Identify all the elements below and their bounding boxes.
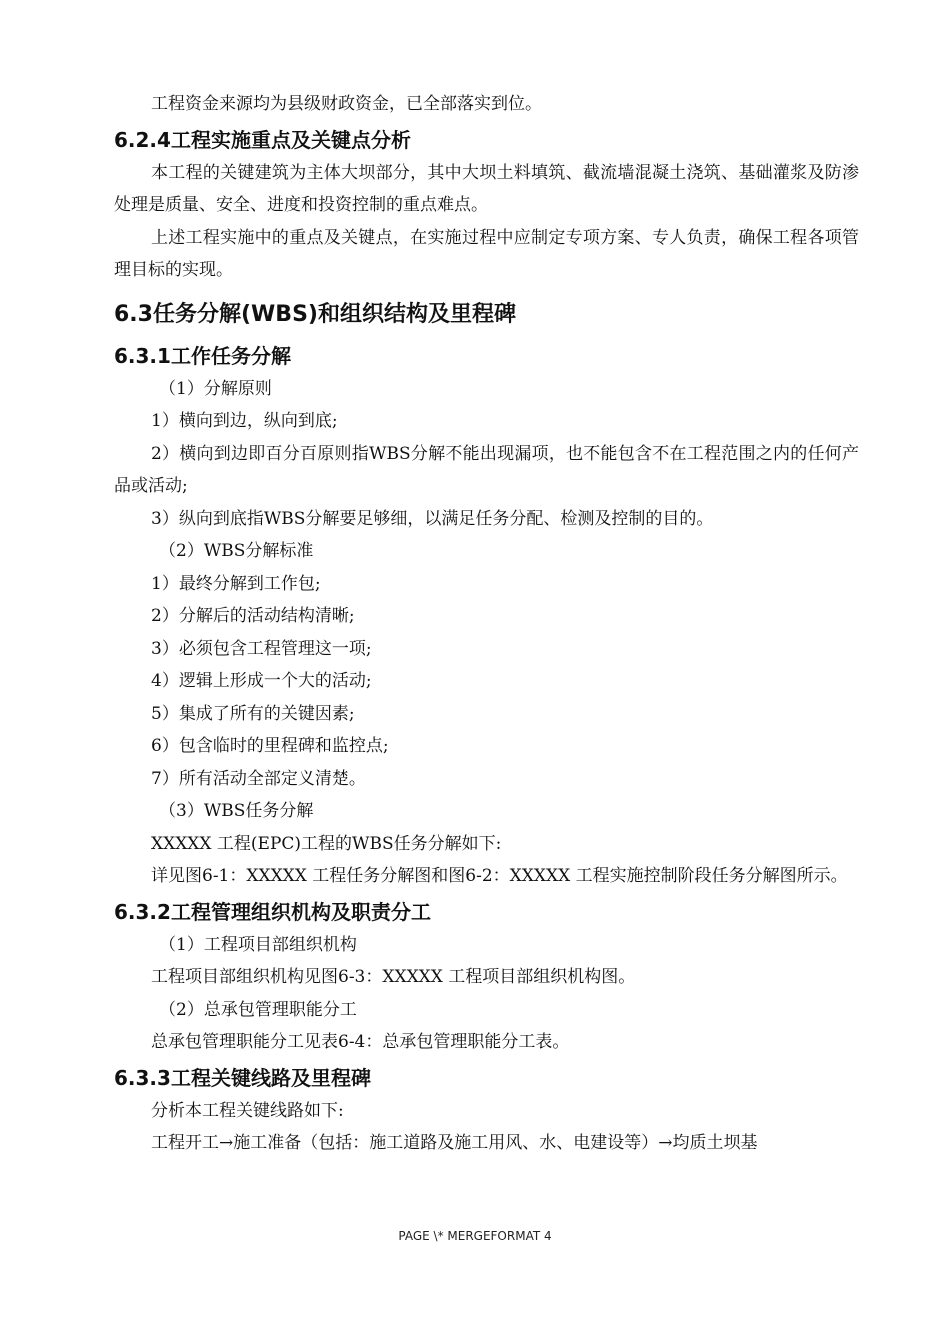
list-item: 2）分解后的活动结构清晰;	[151, 606, 355, 626]
subheading-principle: （1）分解原则	[159, 378, 272, 399]
paragraph-critical-path-steps: 工程开工→施工准备（包括：施工道路及施工用风、水、电建设等）→均质土坝基	[151, 1133, 758, 1153]
paragraph-wbs-intro: XXXXX 工程(EPC)工程的WBS任务分解如下:	[151, 833, 502, 854]
heading-6-3-2: 6.3.2工程管理组织机构及职责分工	[114, 899, 431, 924]
subheading-wbs: （3）WBS任务分解	[159, 801, 314, 821]
list-item: 1）横向到边，纵向到底;	[151, 411, 338, 431]
heading-6-3-1: 6.3.1工作任务分解	[114, 343, 291, 368]
paragraph-key-building: 本工程的关键建筑为主体大坝部分，其中大坝土料填筑、截流墙混凝土浇筑、基础灌浆及防渗处理是质量、安全、进度和投资控制的重点难点。	[114, 162, 859, 215]
list-item: 2）横向到边即百分百原则指WBS分解不能出现漏项，也不能包含不在工程范围之内的任何产品或活动;	[114, 443, 859, 496]
list-item: 3）必须包含工程管理这一项;	[151, 638, 372, 659]
heading-6-3-3: 6.3.3工程关键线路及里程碑	[114, 1065, 371, 1090]
list-item: 1）最终分解到工作包;	[151, 573, 321, 594]
paragraph-org: 工程项目部组织机构见图6-3：XXXXX 工程项目部组织机构图。	[151, 967, 636, 987]
subheading-duties: （2）总承包管理职能分工	[159, 999, 357, 1020]
heading-6-3: 6.3任务分解(WBS)和组织结构及里程碑	[114, 301, 516, 327]
page-footer: PAGE \* MERGEFORMAT 4	[398, 1229, 552, 1243]
page-body	[114, 88, 859, 1160]
list-item: 6）包含临时的里程碑和监控点;	[151, 736, 389, 756]
paragraph-critical-path: 分析本工程关键线路如下:	[151, 1100, 344, 1121]
paragraph-wbs-figures: 详见图6-1：XXXXX 工程任务分解图和图6-2：XXXXX 工程实施控制阶段任务分解图所示。	[151, 866, 848, 886]
heading-6-2-4: 6.2.4工程实施重点及关键点分析	[114, 127, 411, 152]
list-item: 3）纵向到底指WBS分解要足够细，以满足任务分配、检测及控制的目的。	[151, 508, 714, 529]
subheading-org: （1）工程项目部组织机构	[159, 934, 357, 955]
list-item: 4）逻辑上形成一个大的活动;	[151, 671, 372, 691]
list-item: 7）所有活动全部定义清楚。	[151, 768, 366, 789]
paragraph-key-points: 上述工程实施中的重点及关键点，在实施过程中应制定专项方案、专人负责，确保工程各项管理目标的实现。	[114, 227, 859, 280]
list-item: 5）集成了所有的关键因素;	[151, 703, 355, 724]
subheading-standard: （2）WBS分解标准	[159, 541, 314, 561]
paragraph-duties: 总承包管理职能分工见表6-4：总承包管理职能分工表。	[151, 1032, 570, 1052]
paragraph-funding: 工程资金来源均为县级财政资金，已全部落实到位。	[151, 94, 542, 114]
